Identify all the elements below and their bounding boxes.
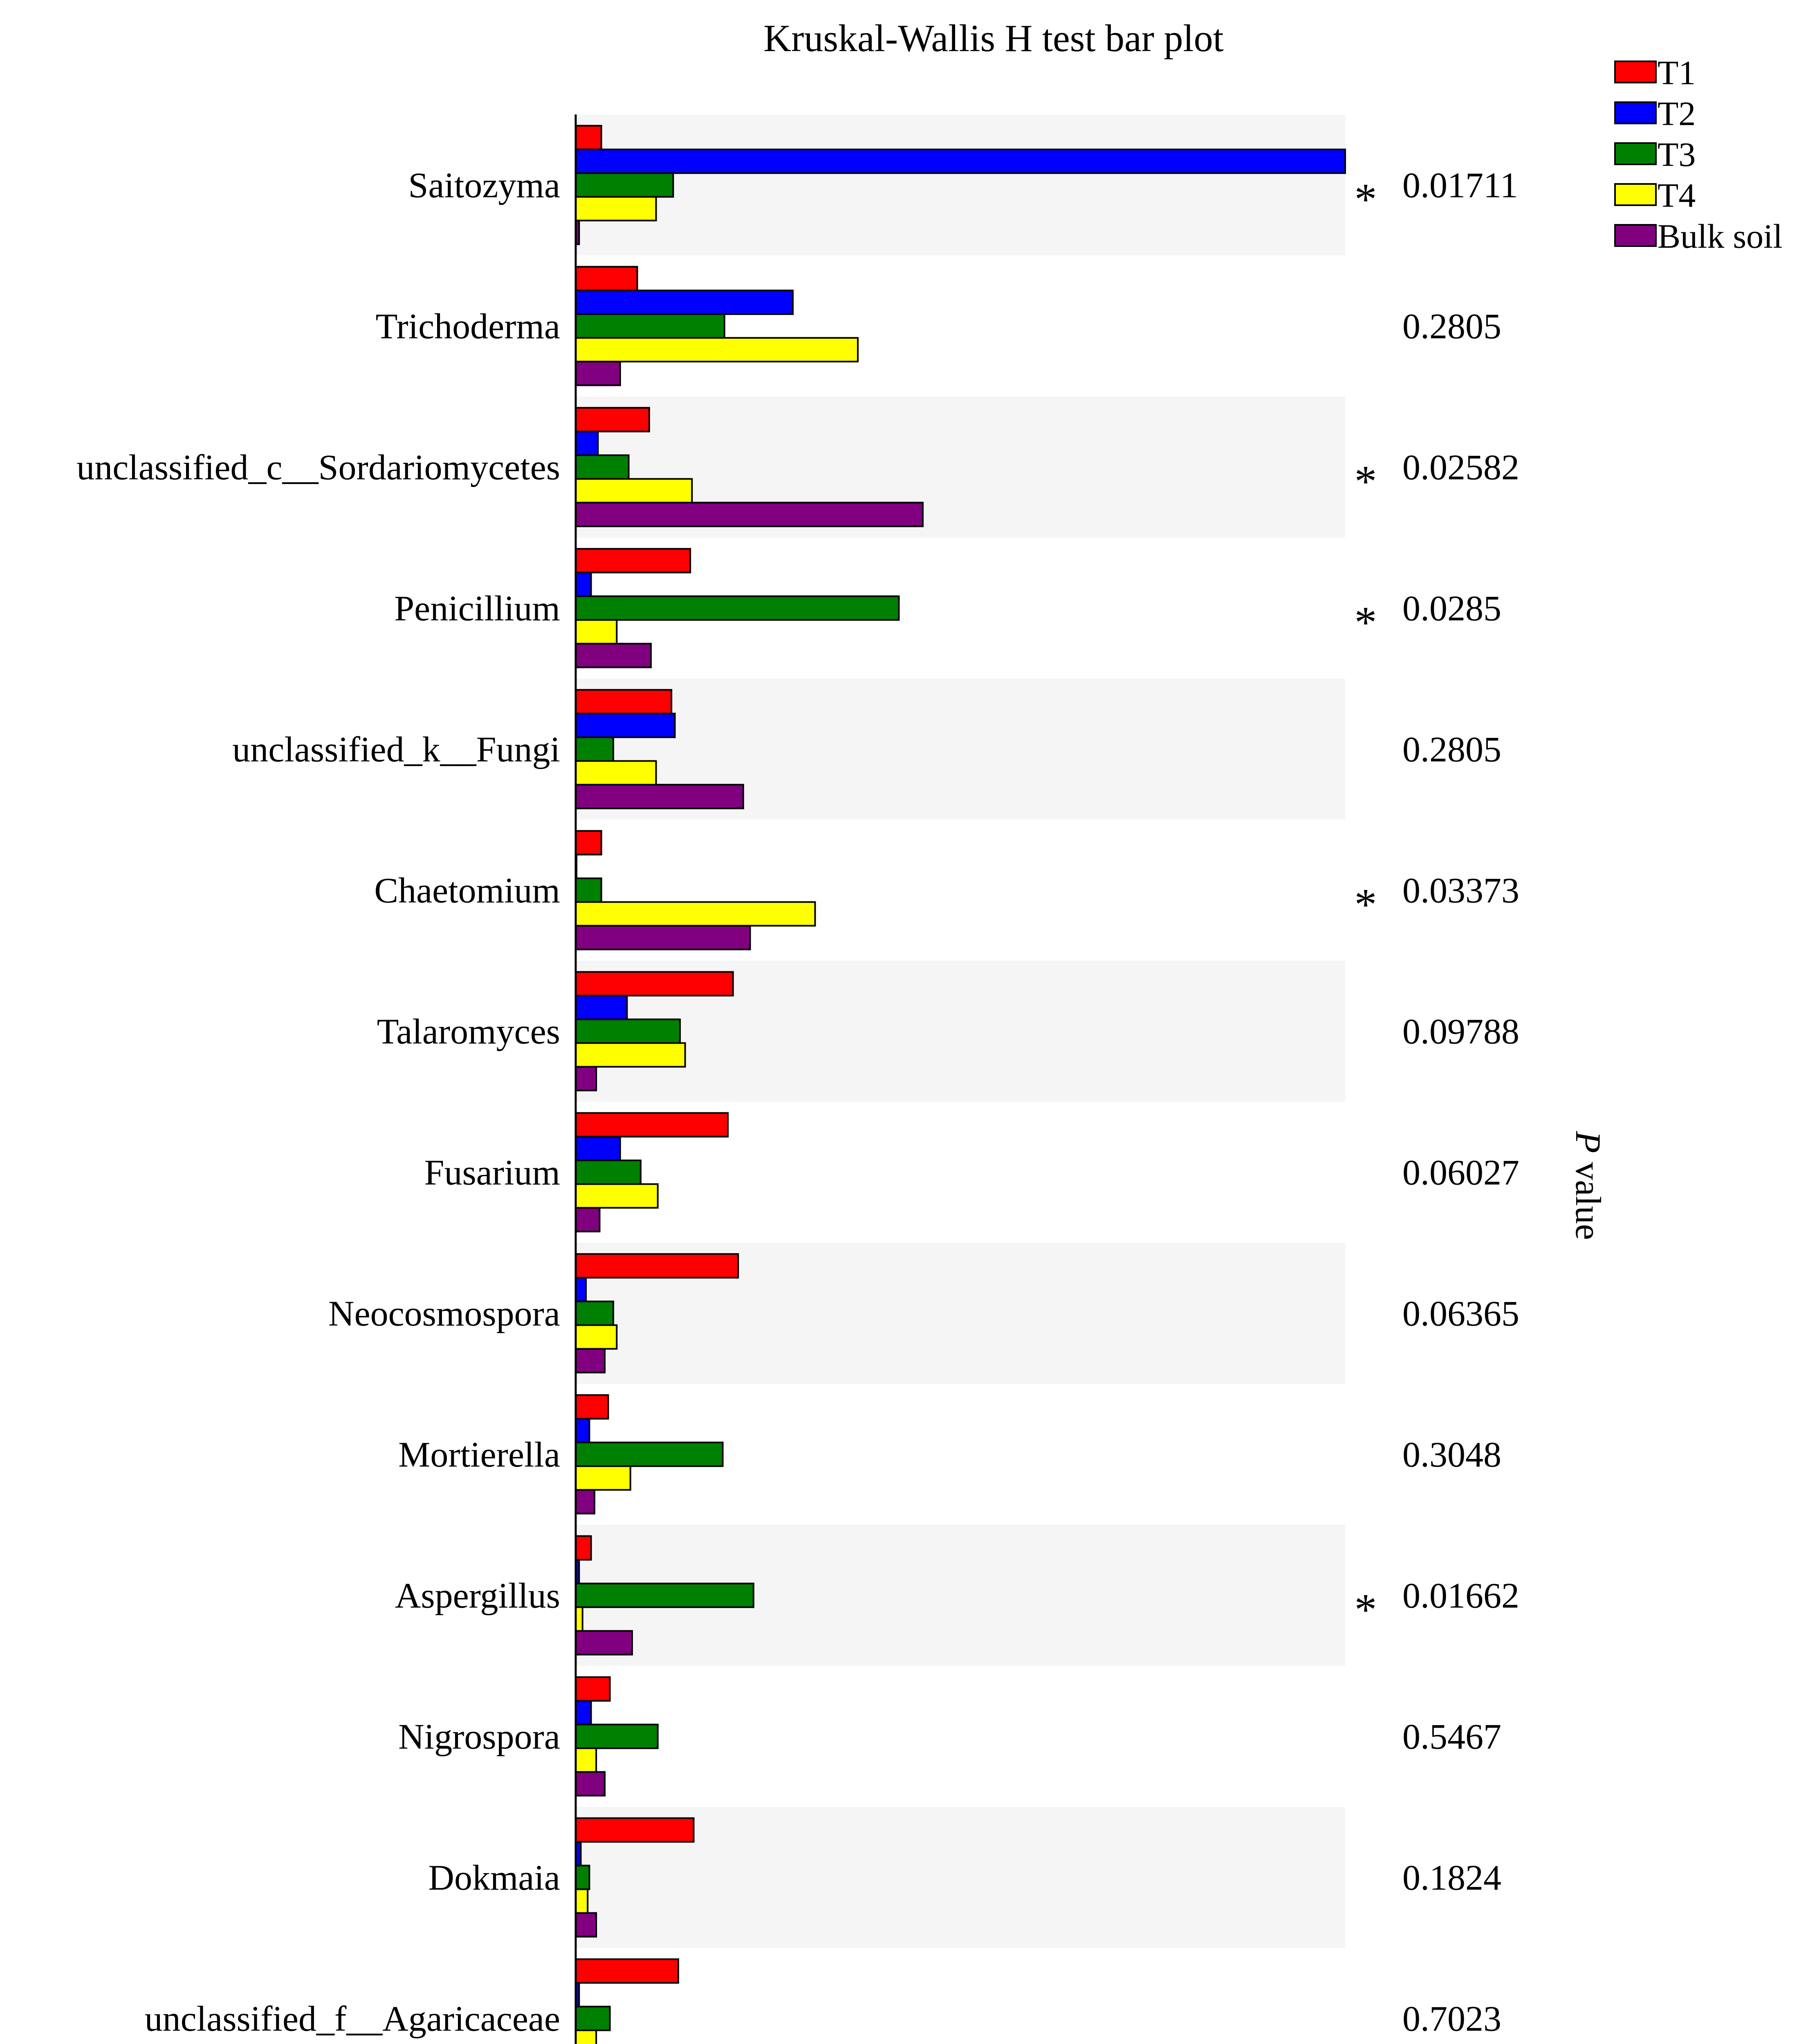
p-value-label: 0.06027: [1402, 1153, 1519, 1193]
category-labels: [76, 166, 560, 2044]
legend-label: T3: [1658, 136, 1696, 174]
bar-t3-saitozyma: [576, 173, 673, 197]
chart-title: Kruskal-Wallis H test bar plot: [763, 17, 1224, 60]
bar-bulk-soil-chaetomium: [576, 926, 750, 950]
bar-t1-unclassified-k-fungi: [576, 690, 671, 714]
bar-t4-unclassified-f-agaricaceae: [576, 2031, 596, 2044]
category-label: Aspergillus: [395, 1576, 560, 1616]
p-value-label: 0.03373: [1402, 871, 1519, 911]
bar-t4-talaromyces: [576, 1043, 685, 1067]
category-label: Saitozyma: [408, 166, 560, 206]
bar-t3-nigrospora: [576, 1725, 658, 1748]
bar-t1-aspergillus: [576, 1536, 591, 1560]
p-value-label: 0.2805: [1402, 307, 1501, 347]
bar-t3-penicillium: [576, 596, 899, 620]
bar-t1-mortierella: [576, 1395, 608, 1419]
p-value-label: 0.01711: [1402, 166, 1518, 206]
category-label: Trichoderma: [375, 307, 560, 347]
bar-t3-trichoderma: [576, 314, 725, 338]
bar-t2-neocosmospora: [576, 1278, 586, 1302]
category-label: Talaromyces: [377, 1012, 560, 1052]
bar-t1-nigrospora: [576, 1677, 610, 1701]
bar-t4-saitozyma: [576, 197, 656, 221]
bar-t1-penicillium: [576, 549, 690, 573]
p-value-column: [1355, 166, 1520, 2044]
p-value-label: 0.5467: [1402, 1717, 1501, 1757]
p-value-label: 0.09788: [1402, 1012, 1519, 1052]
legend-label: T4: [1658, 177, 1696, 215]
legend-swatch-bulk-soil: [1615, 225, 1656, 246]
category-label: unclassified_c__Sordariomycetes: [76, 448, 560, 488]
bar-t2-mortierella: [576, 1419, 589, 1443]
legend-label: T2: [1658, 95, 1696, 133]
bar-t4-unclassified-k-fungi: [576, 761, 656, 785]
bar-t1-fusarium: [576, 1113, 728, 1137]
category-label: Chaetomium: [374, 871, 560, 911]
bar-t4-dokmaia: [576, 1889, 588, 1913]
p-value-label: 0.3048: [1402, 1435, 1501, 1475]
p-value-label: 0.0285: [1402, 589, 1501, 629]
p-value-label: 0.1824: [1402, 1858, 1501, 1898]
p-value-label: 0.06365: [1402, 1294, 1519, 1334]
significance-star: *: [1354, 879, 1377, 930]
p-value-axis-title: P value: [1568, 1131, 1608, 1240]
bar-bulk-soil-aspergillus: [576, 1631, 632, 1655]
p-value-label: 0.01662: [1402, 1576, 1519, 1616]
bar-t2-saitozyma: [576, 150, 1345, 173]
bar-bulk-soil-dokmaia: [576, 1913, 596, 1937]
bar-t1-trichoderma: [576, 267, 637, 291]
bar-t4-mortierella: [576, 1466, 630, 1490]
bar-t2-fusarium: [576, 1137, 620, 1161]
bar-t1-dokmaia: [576, 1818, 694, 1842]
bar-t4-chaetomium: [576, 902, 815, 926]
bar-t3-fusarium: [576, 1161, 641, 1184]
bar-t2-trichoderma: [576, 291, 793, 314]
category-label: Mortierella: [398, 1435, 560, 1475]
bar-bulk-soil-mortierella: [576, 1490, 594, 1514]
legend-swatch-t1: [1615, 61, 1656, 83]
bar-t4-unclassified-c-sordariomycetes: [576, 479, 692, 503]
row-bands: [576, 114, 1345, 2044]
bar-bulk-soil-trichoderma: [576, 362, 620, 385]
bar-bulk-soil-talaromyces: [576, 1067, 596, 1091]
bar-t1-talaromyces: [576, 972, 733, 996]
bar-bulk-soil-unclassified-k-fungi: [576, 785, 743, 809]
bar-t3-neocosmospora: [576, 1302, 613, 1325]
bar-t1-saitozyma: [576, 126, 601, 150]
bar-t2-talaromyces: [576, 996, 627, 1020]
bar-t1-chaetomium: [576, 831, 601, 855]
p-value-label: 0.02582: [1402, 448, 1519, 488]
bar-t2-penicillium: [576, 573, 591, 596]
bar-t3-chaetomium: [576, 879, 601, 902]
category-label: unclassified_f__Agaricaceae: [144, 1999, 560, 2039]
legend-swatch-t3: [1615, 143, 1656, 164]
bar-bulk-soil-unclassified-c-sordariomycetes: [576, 503, 923, 527]
bar-t1-unclassified-c-sordariomycetes: [576, 408, 649, 432]
bar-bulk-soil-neocosmospora: [576, 1349, 605, 1373]
category-label: Nigrospora: [398, 1717, 560, 1757]
bar-t4-penicillium: [576, 620, 617, 644]
bar-t4-fusarium: [576, 1184, 658, 1208]
bar-t3-unclassified-k-fungi: [576, 737, 613, 761]
bar-bulk-soil-penicillium: [576, 644, 651, 668]
bar-t1-unclassified-f-agaricaceae: [576, 1959, 678, 1983]
bar-t2-unclassified-c-sordariomycetes: [576, 432, 598, 455]
category-label: Dokmaia: [428, 1858, 560, 1898]
bar-t3-mortierella: [576, 1443, 723, 1466]
legend: [1615, 54, 1783, 256]
bar-t3-talaromyces: [576, 1020, 680, 1043]
bar-bulk-soil-nigrospora: [576, 1772, 605, 1796]
bar-t3-dokmaia: [576, 1866, 589, 1889]
bar-t1-neocosmospora: [576, 1254, 738, 1278]
bar-t2-unclassified-k-fungi: [576, 714, 675, 737]
legend-label: Bulk soil: [1658, 217, 1783, 256]
significance-star: *: [1354, 597, 1377, 648]
category-label: Fusarium: [424, 1153, 560, 1193]
bar-t4-neocosmospora: [576, 1325, 617, 1349]
bar-t4-aspergillus: [576, 1607, 583, 1631]
legend-label: T1: [1658, 54, 1696, 92]
p-value-label: 0.2805: [1402, 730, 1501, 770]
bar-t4-nigrospora: [576, 1748, 596, 1772]
p-value-label: 0.7023: [1402, 1999, 1501, 2039]
significance-star: *: [1354, 456, 1377, 507]
category-label: Neocosmospora: [328, 1294, 560, 1334]
category-label: Penicillium: [394, 589, 560, 629]
legend-swatch-t2: [1615, 102, 1656, 123]
bar-t3-unclassified-c-sordariomycetes: [576, 455, 629, 479]
bar-t4-trichoderma: [576, 338, 858, 362]
significance-star: *: [1354, 174, 1377, 224]
bar-bulk-soil-fusarium: [576, 1208, 600, 1232]
row-band: [576, 114, 1345, 256]
legend-swatch-t4: [1615, 184, 1656, 205]
category-label: unclassified_k__Fungi: [232, 730, 560, 770]
bar-t2-nigrospora: [576, 1701, 591, 1725]
bar-t3-unclassified-f-agaricaceae: [576, 2007, 610, 2031]
significance-star: *: [1354, 1585, 1377, 1635]
bar-t3-aspergillus: [576, 1584, 754, 1607]
